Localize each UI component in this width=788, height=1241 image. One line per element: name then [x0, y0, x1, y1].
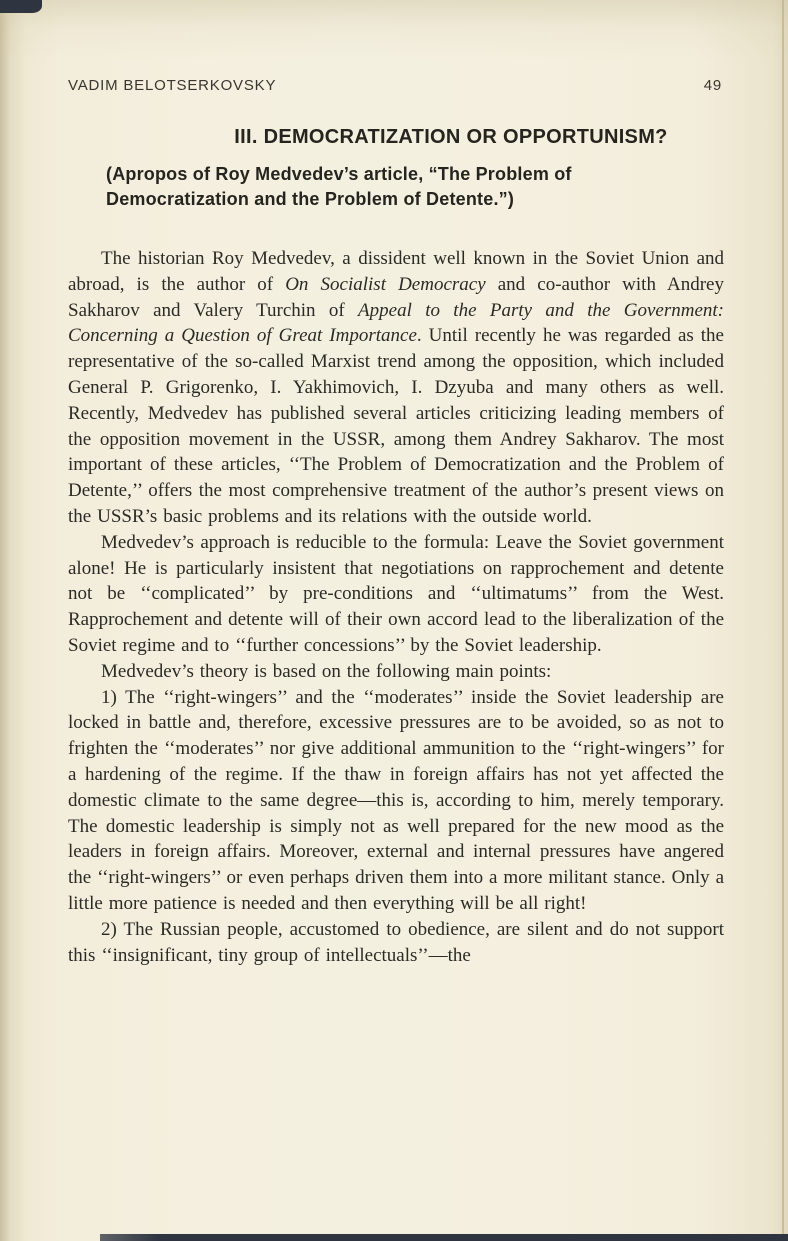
- section-title: III. DEMOCRATIZATION OR OPPORTUNISM?: [234, 126, 668, 148]
- body-paragraph-1: The historian Roy Medvedev, a dissident well known in the Soviet Union and abroad, is the author of On Socialist Democracy and co-author with Andrey Sakharov and Valery Turchin of Appeal to the Party and the Government: Concerning a Question of Great Importance. Until recently he was regarded as the representative of the so-called Marxist trend among the opposition, which included General P. Grigorenko, I. Yakhimovich, I. Dzyuba and many others as well. Recently, Medvedev has published several articles criticizing leading members of the opposition movement in the USSR, among them Andrey Sakharov. The most important of these articles, ‘‘The Problem of Democratization and the Problem of Detente,’’ offers the most comprehensive treatment of the author’s present views on the USSR’s basic problems and its relations with the outside world.: [68, 248, 724, 527]
- section-subtitle-line-2: Democratization and the Problem of Detente.”): [106, 189, 515, 209]
- body-text: [68, 246, 724, 968]
- page-right-edge-line: [782, 0, 784, 1241]
- section-subtitle: [106, 162, 686, 212]
- body-paragraph-2: Medvedev’s approach is reducible to the formula: Leave the Soviet government alone! He is particularly insistent that negotiations on rapprochement and detente not be ‘‘complicated’’ by pre-conditions and ‘‘ultimatums’’ from the West. Rapprochement and detente will of their own accord lead to the liberalization of the Soviet regime and to ‘‘further concessions’’ by the Soviet leadership.: [68, 531, 724, 656]
- scan-edge-bottom-bar: [100, 1234, 788, 1241]
- body-paragraph-4: 1) The ‘‘right-wingers’’ and the ‘‘moderates’’ inside the Soviet leadership are locked in battle and, therefore, excessive pressures are to be avoided, so as not to frighten the ‘‘moderates’’ nor give additional ammunition to the ‘‘right-wingers’’ for a hardening of the regime. If the thaw in foreign affairs has not yet affected the domestic climate to the same degree—this is, according to him, merely temporary. The domestic leadership is simply not as well prepared for the new mood as the leaders in foreign affairs. Moreover, external and internal pressures have angered the ‘‘right-wingers’’ or even perhaps driven them into a more militant stance. Only a little more patience is needed and then everything will be all right!: [68, 686, 724, 914]
- running-header-author: VADIM BELOTSERKOVSKY: [68, 77, 277, 94]
- section-subtitle-line-1: (Apropos of Roy Medvedev’s article, “The Problem of: [106, 164, 572, 184]
- page-number: 49: [703, 77, 722, 94]
- running-header: [68, 77, 722, 94]
- body-paragraph-5: 2) The Russian people, accustomed to obedience, are silent and do not support this ‘‘insignificant, tiny group of intellectuals’’—the: [68, 918, 724, 966]
- body-paragraph-3: Medvedev’s theory is based on the following main points:: [101, 660, 552, 682]
- scan-edge-top-left-mark: [0, 0, 42, 13]
